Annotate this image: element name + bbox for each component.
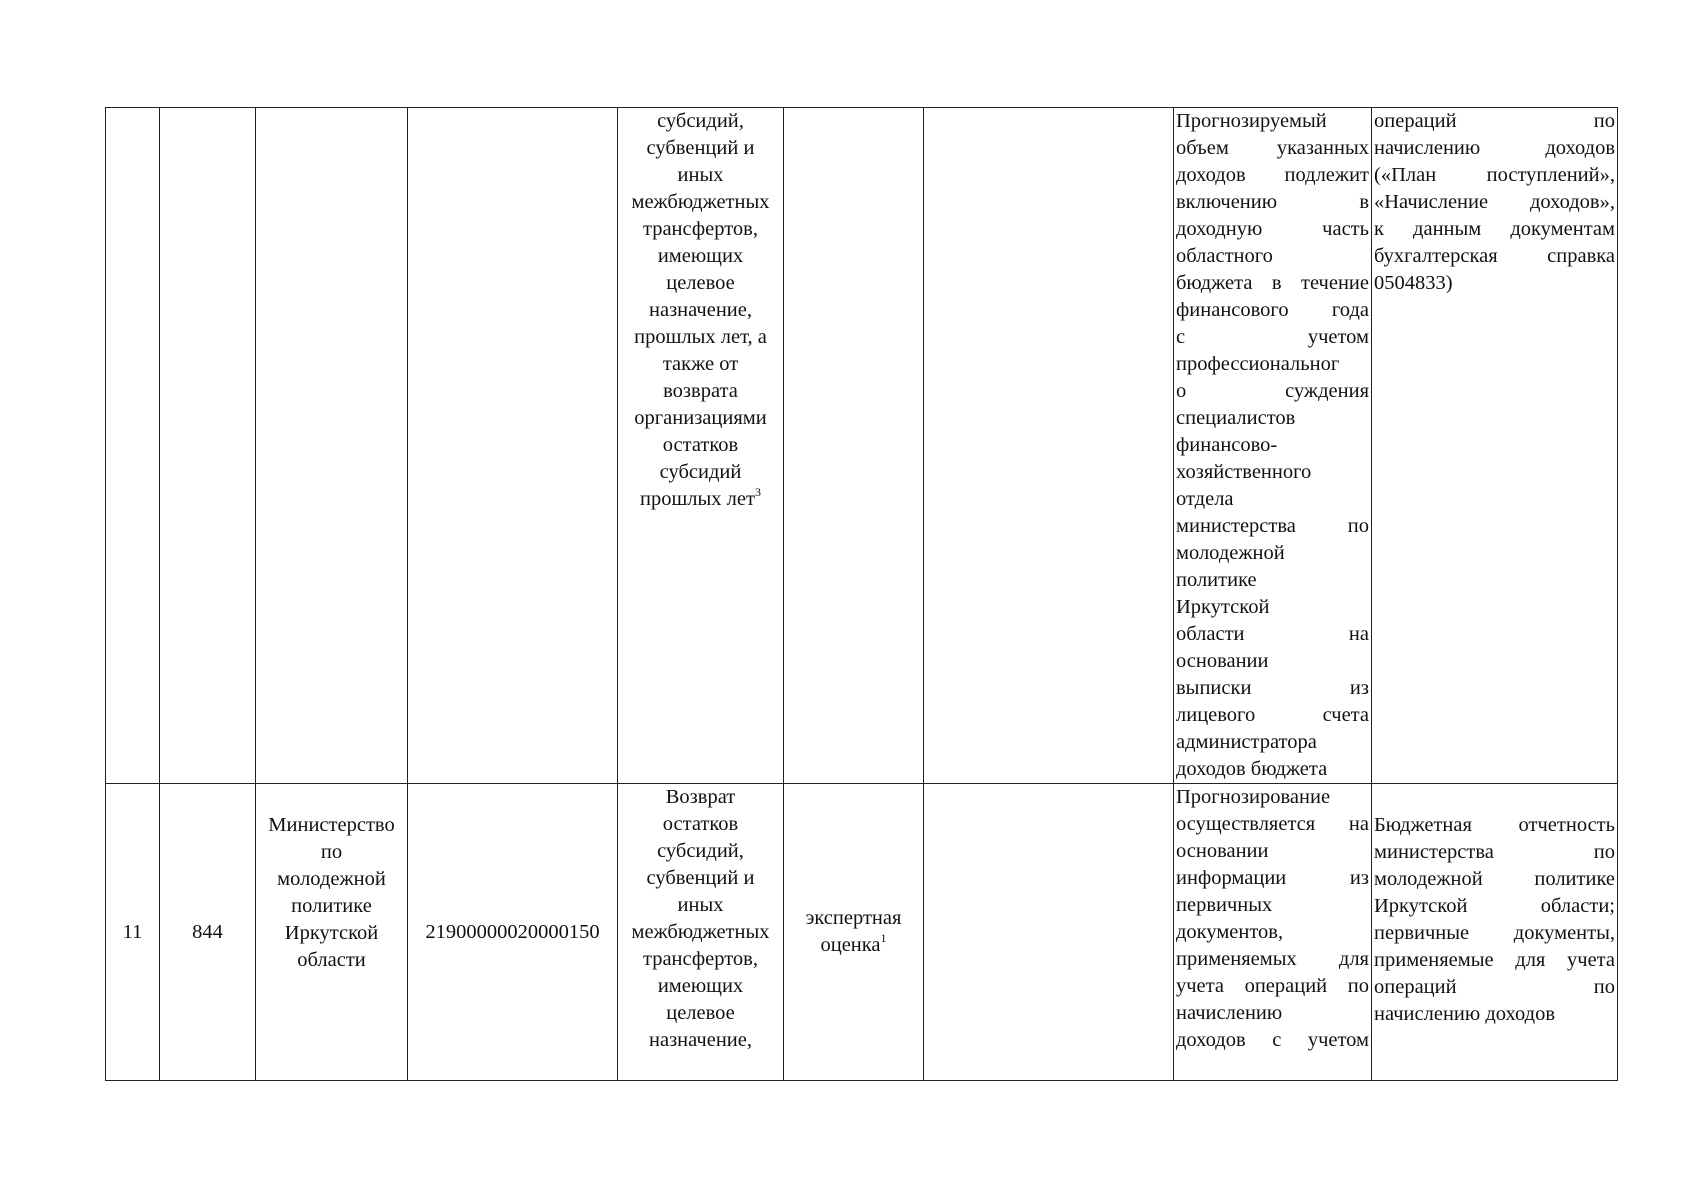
table-row: [106, 108, 1618, 784]
footnote-ref: 3: [754, 485, 761, 500]
admin-name-text: Министерство по молодежной политике Иркутской области: [268, 814, 395, 971]
cell-kbk: 21900000020000150: [408, 784, 618, 1081]
cell-num: [106, 108, 160, 784]
cell-algorithm: [1174, 108, 1372, 784]
cell-admin: [256, 108, 408, 784]
cell-method: [784, 108, 924, 784]
cell-formula: [924, 784, 1174, 1081]
revenue-name-text: субсидий, субвенций и иных межбюджетных трансфертов, имеющих целевое назначение, прошлых лет, а также от возврата организациями остатков субсидий прошлых лет$^3$: [631, 110, 770, 510]
method-text: экспертная оценка$^1$: [805, 907, 902, 956]
footnote-ref: 1: [880, 931, 887, 946]
cell-revenue-name: [618, 108, 784, 784]
source-data-text: операций по начислению доходов («План поступлений», «Начисление доходов», к данным документам бухгалтерская справка 0504833): [1374, 110, 1615, 294]
revenue-forecast-table: [105, 107, 1618, 1081]
algorithm-text: Прогнозирование осуществляется на основании информации из первичных документов, применяемых для учета операций по начислению доходов с учетом: [1176, 786, 1369, 1051]
cell-algorithm: [1174, 784, 1372, 1081]
cell-admin: [256, 784, 408, 1081]
cell-source-data: [1372, 108, 1618, 784]
cell-kbk: [408, 108, 618, 784]
cell-source-data: [1372, 784, 1618, 1081]
cell-num: 11: [106, 784, 160, 1081]
algorithm-text: Прогнозируемый объем указанных доходов подлежит включению в доходную часть областного бюджета в течение финансового года с учетом профессиональног о суждения специалистов финансово- хозяйственного отдела министерства по молодежной политике Иркутской области на основании выписки из лицевого счета администратора доходов бюджета: [1176, 110, 1369, 780]
revenue-name-text: Возврат остатков субсидий, субвенций и иных межбюджетных трансфертов, имеющих целевое назначение,: [631, 786, 770, 1051]
source-data-text: Бюджетная отчетность министерства по молодежной политике Иркутской области; первичные документы, применяемые для учета операций по начислению доходов: [1374, 814, 1615, 1025]
table-row: [106, 784, 1618, 1081]
cell-revenue-name: [618, 784, 784, 1081]
cell-formula: [924, 108, 1174, 784]
cell-code: 844: [160, 784, 256, 1081]
cell-code: [160, 108, 256, 784]
cell-method: [784, 784, 924, 1081]
